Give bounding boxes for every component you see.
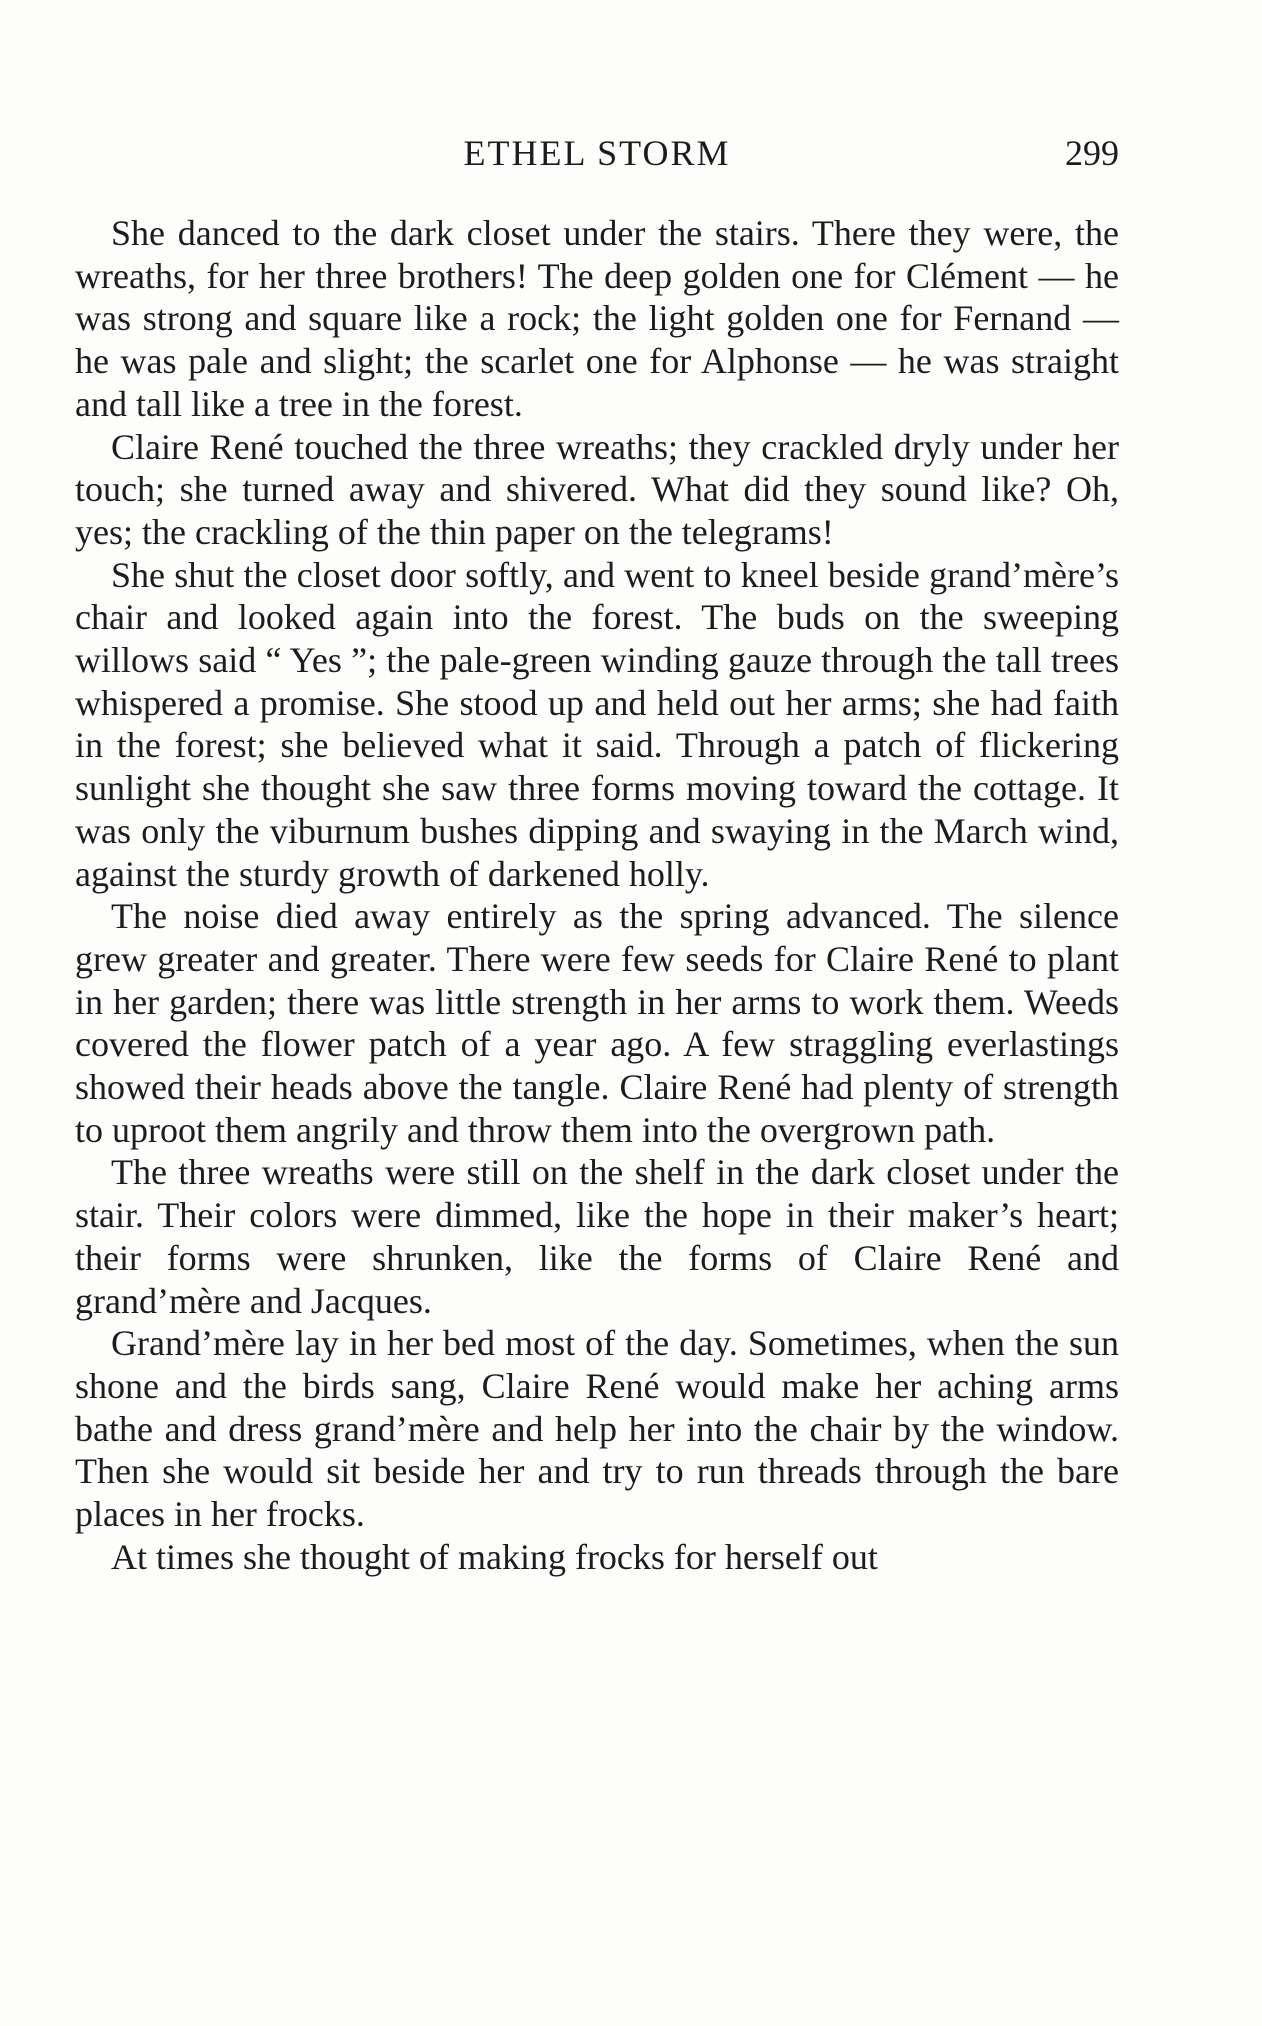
paragraph: She danced to the dark closet under the stairs. There they were, the wreaths, for her three brothers! The deep golden one for Clément — he was strong and square like a rock; the light golden one for Fernand — he was pale and slight; the scarlet one for Alphonse — he was straight and tall like a tree in the forest. (75, 213, 1119, 424)
paragraph: Grand’mère lay in her bed most of the day. Sometimes, when the sun shone and the birds sang, Claire René would make her aching arms bathe and dress grand’mère and help her into the chair by the window. Then she would sit beside her and try to run threads through the bare places in her frocks. (75, 1323, 1119, 1535)
paragraph: At times she thought of making frocks for herself out (111, 1536, 878, 1577)
paragraph: She shut the closet door softly, and went to kneel beside grand’mère’s chair and looked again into the forest. The buds on the sweeping willows said “ Yes ”; the pale-green winding gauze through the tall trees whispered a promise. She stood up and held out her arms; she had faith in the forest; she believed what it said. Through a patch of flickering sunlight she thought she saw three forms moving toward the cottage. It was only the viburnum bushes dipping and swaying in the March wind, against the sturdy growth of darkened holly. (75, 554, 1119, 894)
body-text (75, 212, 1119, 1579)
paragraph: The three wreaths were still on the shelf in the dark closet under the stair. Their colors were dimmed, like the hope in their maker’s heart; their forms were shrunken, like the forms of Claire René and grand’mère and Jacques. (75, 1152, 1119, 1321)
paragraph: Claire René touched the three wreaths; they crackled dryly under her touch; she turned away and shivered. What did they sound like? Oh, yes; the crackling of the thin paper on the telegrams! (75, 426, 1119, 552)
page-number: 299 (1065, 133, 1119, 173)
running-title: ETHEL STORM (463, 133, 731, 173)
paragraph: The noise died away entirely as the spring advanced. The silence grew greater and greater. There were few seeds for Claire René to plant in her garden; there was little strength in her arms to work them. Weeds covered the flower patch of a year ago. A few straggling everlastings showed their heads above the tangle. Claire René had plenty of strength to uproot them angrily and throw them into the overgrown path. (75, 896, 1119, 1150)
running-head (75, 128, 1119, 178)
